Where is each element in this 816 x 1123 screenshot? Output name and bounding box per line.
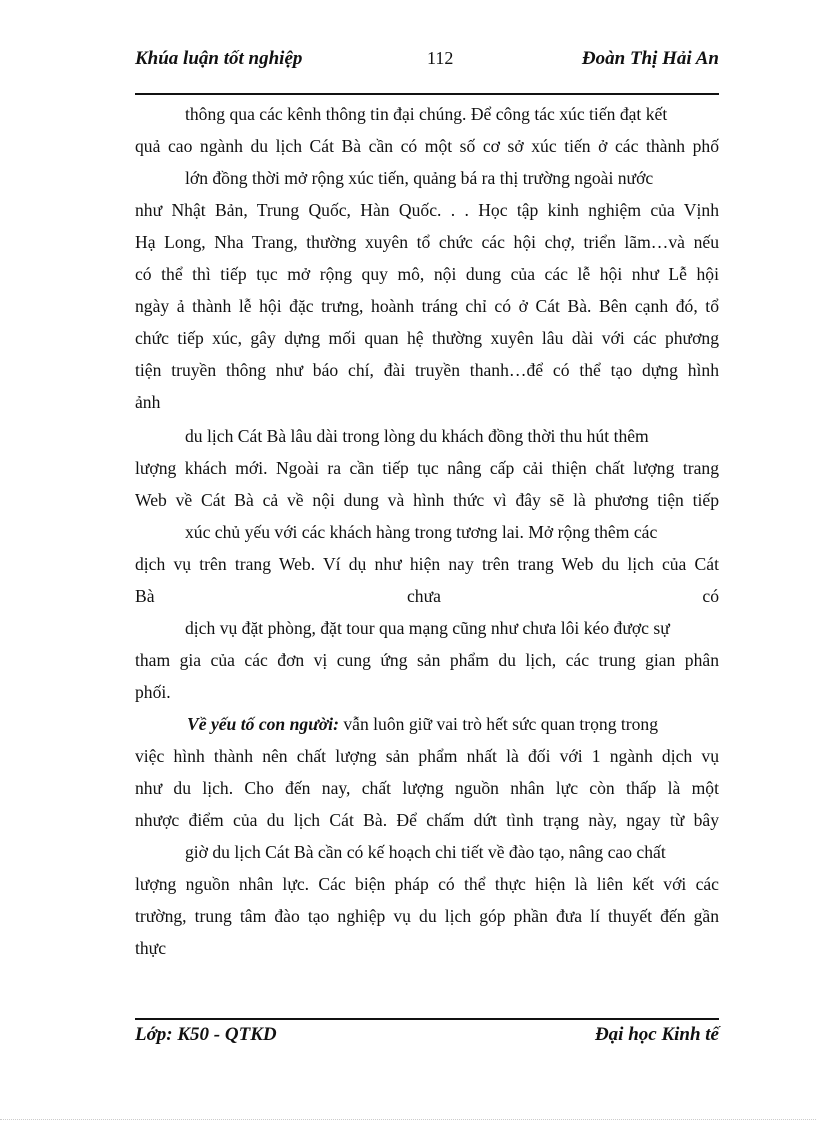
text-line: dịch vụ đặt phòng, đặt tour qua mạng cũng như chưa lôi kéo được sự <box>185 618 670 638</box>
spread-word: Bà <box>135 586 155 606</box>
text-line: du lịch Cát Bà lâu dài trong lòng du khách đồng thời thu hút thêm <box>185 426 649 446</box>
text-line: việc hình thành nên chất lượng sản phẩm nhất là đối với 1 ngành dịch vụ <box>135 746 719 766</box>
footer-class: Lớp: K50 - QTKD <box>135 1024 277 1045</box>
page-header <box>135 48 719 74</box>
text-line <box>135 712 719 736</box>
text-line: ngày ả thành lễ hội đặc trưng, hoành tráng chỉ có ở Cát Bà. Bên cạnh đó, tổ <box>135 296 719 316</box>
text-line: xúc chủ yếu với các khách hàng trong tương lai. Mở rộng thêm các <box>185 522 658 542</box>
lead-label: Về yếu tố con người: <box>187 714 339 734</box>
text-line: chức tiếp xúc, gây dựng mối quan hệ thường xuyên lâu dài với các phương <box>135 328 719 348</box>
spread-word: có <box>702 586 719 606</box>
text-line: quả cao ngành du lịch Cát Bà cần có một số cơ sở xúc tiến ở các thành phố <box>135 136 719 156</box>
text-line: tiện truyền thông như báo chí, đài truyền thanh…để có thể tạo dựng hình <box>135 360 719 380</box>
text-line: như du lịch. Cho đến nay, chất lượng nguồn nhân lực còn thấp là một <box>135 778 719 798</box>
page-footer <box>135 1024 719 1050</box>
footer-university: Đại học Kinh tế <box>594 1024 719 1045</box>
spread-word: chưa <box>407 586 441 606</box>
text-line: Hạ Long, Nha Trang, thường xuyên tổ chức các hội chợ, triển lãm…và nếu <box>135 232 719 252</box>
spread-line <box>135 584 719 608</box>
text-line: như Nhật Bản, Trung Quốc, Hàn Quốc. . . Học tập kinh nghiệm của Vịnh <box>135 200 719 220</box>
text-line: lượng khách mới. Ngoài ra cần tiếp tục nâng cấp cải thiện chất lượng trang <box>135 458 719 478</box>
text-line: phối. <box>135 682 171 702</box>
header-rule <box>135 93 719 95</box>
header-author: Đoàn Thị Hải An <box>581 48 719 69</box>
page-edge-divider <box>0 1119 816 1120</box>
text-line: dịch vụ trên trang Web. Ví dụ như hiện nay trên trang Web du lịch của Cát <box>135 554 719 574</box>
text-line: nhược điểm của du lịch Cát Bà. Để chấm dứt tình trạng này, ngay từ bây <box>135 810 719 830</box>
page-number: 112 <box>427 48 454 68</box>
text-line: thông qua các kênh thông tin đại chúng. Để công tác xúc tiến đạt kết <box>185 104 668 124</box>
text-line: thực <box>135 938 167 958</box>
text-line: ảnh <box>135 392 161 412</box>
text-line: lượng nguồn nhân lực. Các biện pháp có thể thực hiện là liên kết với các <box>135 874 719 894</box>
lead-text: vẫn luôn giữ vai trò hết sức quan trọng trong <box>343 714 659 734</box>
text-line: có thể thì tiếp tục mở rộng quy mô, nội dung của các lễ hội như Lễ hội <box>135 264 719 284</box>
header-thesis-title: Khúa luận tốt nghiệp <box>135 48 303 69</box>
text-line: tham gia của các đơn vị cung ứng sản phẩm du lịch, các trung gian phân <box>135 650 719 670</box>
text-line: lớn đồng thời mở rộng xúc tiến, quảng bá ra thị trường ngoài nước <box>185 168 654 188</box>
footer-rule <box>135 1018 719 1020</box>
text-line: giờ du lịch Cát Bà cần có kế hoạch chi tiết về đào tạo, nâng cao chất <box>185 842 666 862</box>
text-line: trường, trung tâm đào tạo nghiệp vụ du lịch góp phần đưa lí thuyết đến gần <box>135 906 719 926</box>
text-line: Web về Cát Bà cả về nội dung và hình thức vì đây sẽ là phương tiện tiếp <box>135 490 719 510</box>
